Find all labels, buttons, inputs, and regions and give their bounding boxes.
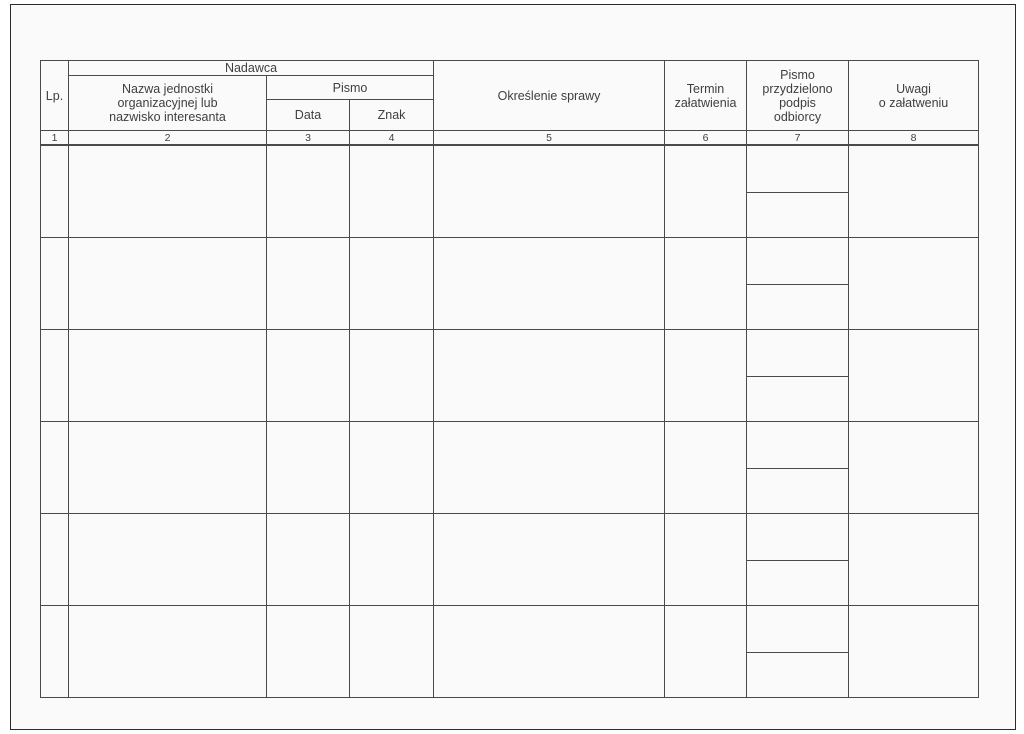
signature-divider <box>747 560 848 561</box>
signature-divider <box>747 652 848 653</box>
header-uwagi: Uwagi o załatweniu <box>849 61 979 131</box>
cell-nazwa[interactable] <box>69 422 267 514</box>
cell-termin[interactable] <box>665 145 747 238</box>
cell-data[interactable] <box>267 606 350 698</box>
register-entry-row <box>41 514 979 606</box>
column-number: 5 <box>434 131 665 146</box>
register-entry-row <box>41 330 979 422</box>
signature-divider <box>747 192 848 193</box>
cell-znak[interactable] <box>350 330 434 422</box>
cell-uwagi[interactable] <box>849 514 979 606</box>
cell-nazwa[interactable] <box>69 145 267 238</box>
cell-termin[interactable] <box>665 422 747 514</box>
cell-przydzielono[interactable] <box>747 238 849 330</box>
cell-okreslenie[interactable] <box>434 422 665 514</box>
column-number: 1 <box>41 131 69 146</box>
cell-lp[interactable] <box>41 606 69 698</box>
cell-nazwa[interactable] <box>69 238 267 330</box>
correspondence-register-table <box>40 60 979 698</box>
cell-termin[interactable] <box>665 330 747 422</box>
header-znak: Znak <box>350 100 434 131</box>
cell-znak[interactable] <box>350 238 434 330</box>
cell-lp[interactable] <box>41 238 69 330</box>
register-entry-row <box>41 606 979 698</box>
cell-znak[interactable] <box>350 145 434 238</box>
cell-uwagi[interactable] <box>849 238 979 330</box>
cell-znak[interactable] <box>350 422 434 514</box>
cell-okreslenie[interactable] <box>434 238 665 330</box>
cell-okreslenie[interactable] <box>434 514 665 606</box>
cell-uwagi[interactable] <box>849 330 979 422</box>
header-nadawca: Nadawca <box>69 61 434 76</box>
cell-uwagi[interactable] <box>849 422 979 514</box>
cell-nazwa[interactable] <box>69 606 267 698</box>
register-entry-row <box>41 145 979 238</box>
header-nazwa-jednostki: Nazwa jednostki organizacyjnej lub nazwisko interesanta <box>69 76 267 131</box>
cell-termin[interactable] <box>665 606 747 698</box>
register-entry-row <box>41 422 979 514</box>
cell-data[interactable] <box>267 238 350 330</box>
cell-lp[interactable] <box>41 422 69 514</box>
cell-nazwa[interactable] <box>69 514 267 606</box>
signature-divider <box>747 284 848 285</box>
column-number: 8 <box>849 131 979 146</box>
cell-okreslenie[interactable] <box>434 145 665 238</box>
column-number: 2 <box>69 131 267 146</box>
cell-data[interactable] <box>267 422 350 514</box>
cell-lp[interactable] <box>41 145 69 238</box>
column-number: 6 <box>665 131 747 146</box>
header-data: Data <box>267 100 350 131</box>
cell-lp[interactable] <box>41 514 69 606</box>
cell-znak[interactable] <box>350 514 434 606</box>
column-number-row <box>41 131 979 146</box>
cell-okreslenie[interactable] <box>434 606 665 698</box>
header-pismo: Pismo <box>267 76 434 100</box>
cell-przydzielono[interactable] <box>747 330 849 422</box>
column-number: 7 <box>747 131 849 146</box>
cell-uwagi[interactable] <box>849 606 979 698</box>
signature-divider <box>747 376 848 377</box>
header-lp: Lp. <box>41 61 69 131</box>
cell-nazwa[interactable] <box>69 330 267 422</box>
cell-przydzielono[interactable] <box>747 145 849 238</box>
cell-lp[interactable] <box>41 330 69 422</box>
cell-data[interactable] <box>267 514 350 606</box>
cell-uwagi[interactable] <box>849 145 979 238</box>
cell-termin[interactable] <box>665 514 747 606</box>
column-number: 4 <box>350 131 434 146</box>
register-entry-row <box>41 238 979 330</box>
cell-data[interactable] <box>267 330 350 422</box>
header-okreslenie-sprawy: Określenie sprawy <box>434 61 665 131</box>
cell-przydzielono[interactable] <box>747 422 849 514</box>
cell-data[interactable] <box>267 145 350 238</box>
cell-okreslenie[interactable] <box>434 330 665 422</box>
column-number: 3 <box>267 131 350 146</box>
cell-znak[interactable] <box>350 606 434 698</box>
cell-termin[interactable] <box>665 238 747 330</box>
cell-przydzielono[interactable] <box>747 514 849 606</box>
header-pismo-przydzielono: Pismo przydzielono podpis odbiorcy <box>747 61 849 131</box>
header-termin-zalatwienia: Termin załatwienia <box>665 61 747 131</box>
cell-przydzielono[interactable] <box>747 606 849 698</box>
signature-divider <box>747 468 848 469</box>
